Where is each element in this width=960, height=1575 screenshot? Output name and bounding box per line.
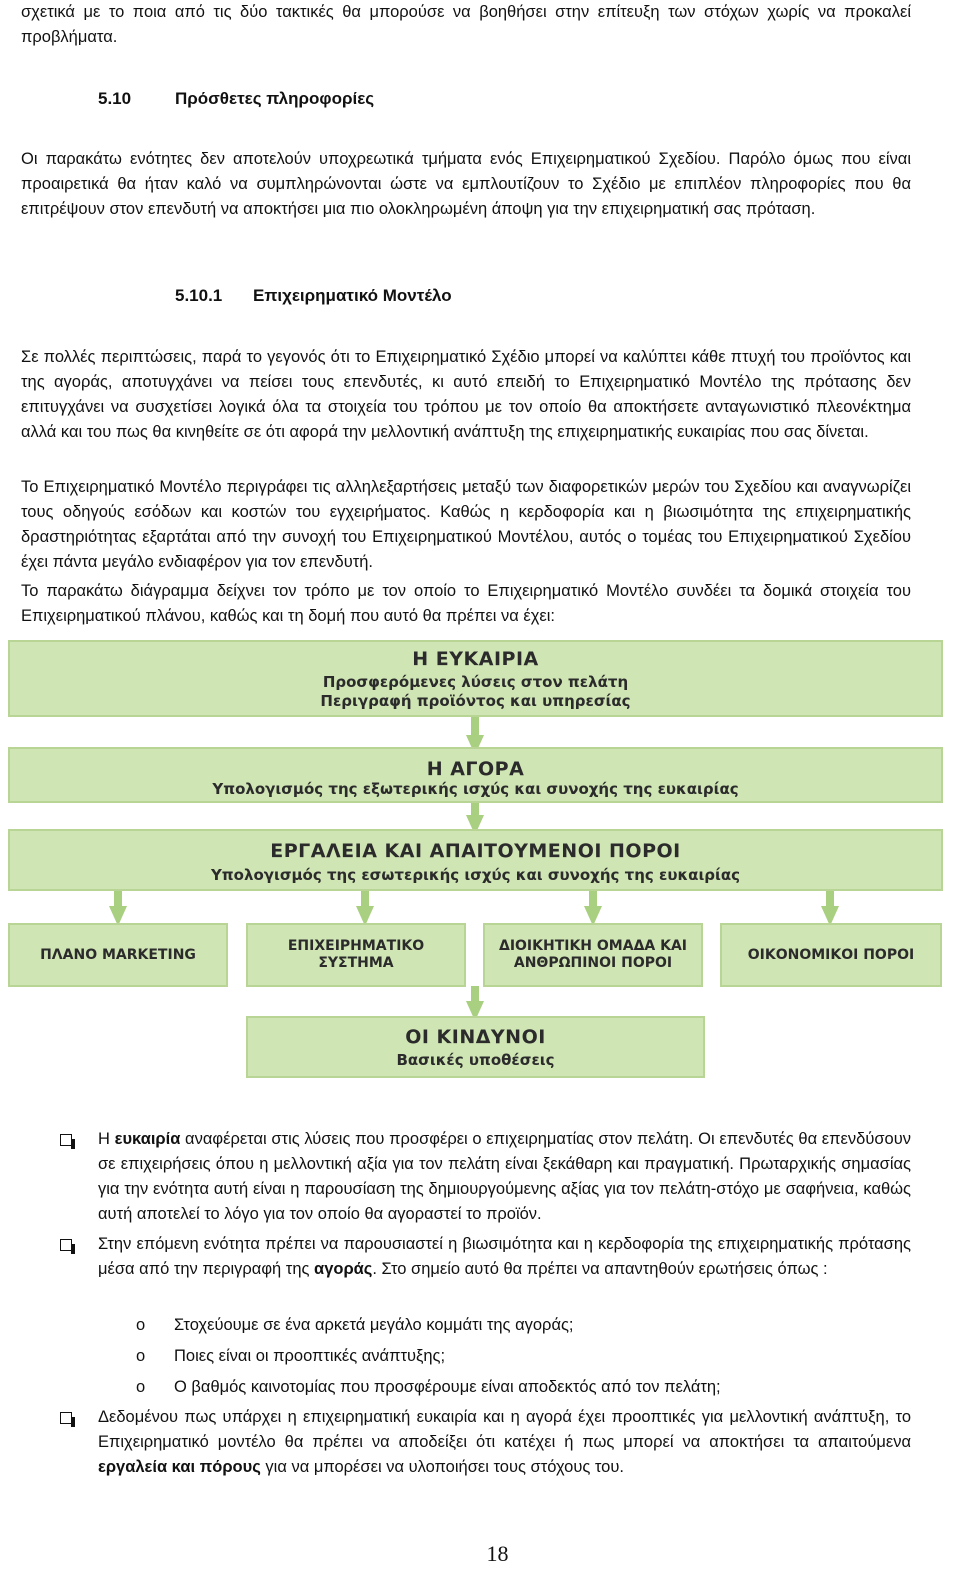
marketing-plan-box [8, 923, 228, 987]
tools-line-1: Υπολογισμός της εσωτερικής ισχύς και συνοχής της ευκαιρίας [210, 866, 741, 884]
page-number: 18 [486, 1541, 509, 1566]
bullet-icon [60, 1412, 72, 1424]
management-team-box [483, 923, 703, 987]
bullet-bold-term: ευκαιρία [114, 1130, 181, 1148]
market-box [8, 747, 943, 803]
sub-list-item [136, 1375, 721, 1400]
bullet-text: Η [98, 1130, 115, 1148]
bullet-bold-term: εργαλεία και πόρους [98, 1458, 261, 1476]
opportunity-line-2: Περιγραφή προϊόντος και υπηρεσίας [320, 692, 631, 710]
sub-list-text: Ποιες είναι οι προοπτικές ανάπτυξης; [174, 1347, 446, 1365]
sub-list-item [136, 1313, 574, 1338]
risks-line-1: Βασικές υποθέσεις [396, 1051, 555, 1069]
risks-title: ΟΙ ΚΙΝΔΥΝΟΙ [405, 1026, 546, 1048]
sub-list-marker: o [136, 1316, 146, 1334]
bullet-text: . Στο σημείο αυτό θα πρέπει να απαντηθούν ερωτήσεις όπως : [372, 1260, 828, 1278]
bullet-tools [98, 1405, 911, 1480]
management-line-1: ΔΙΟΙΚΗΤΙΚΗ ΟΜΑΔΑ ΚΑΙ [498, 938, 688, 954]
market-title: Η ΑΓΟΡΑ [426, 758, 525, 780]
bullet-market [98, 1232, 911, 1282]
management-line-2: ΑΝΘΡΩΠΙΝΟΙ ΠΟΡΟΙ [513, 955, 673, 971]
sub-list-text: Στοχεύουμε σε ένα αρκετά μεγάλο κομμάτι της αγοράς; [174, 1316, 574, 1334]
bullet-icon [60, 1239, 72, 1251]
opportunity-line-1: Προσφερόμενες λύσεις στον πελάτη [322, 673, 629, 691]
tools-resources-box [8, 829, 943, 891]
business-system-line-2: ΣΥΣΤΗΜΑ [318, 955, 394, 971]
bullet-text: για να μπορέσει να υλοποιήσει τους στόχους του. [260, 1458, 624, 1476]
market-line-1: Υπολογισμός της εξωτερικής ισχύς και συνοχής της ευκαιρίας [212, 780, 739, 798]
bullet-bold-term: αγοράς [314, 1260, 373, 1278]
financial-resources-label: ΟΙΚΟΝΟΜΙΚΟΙ ΠΟΡΟΙ [747, 946, 915, 963]
additional-info-paragraph: Οι παρακάτω ενότητες δεν αποτελούν υποχρεωτικά τμήματα ενός Επιχειρηματικού Σχεδίου. Παρόλο όμως που είναι προαιρετικά θα ήταν καλό να συμπληρώνονται ώστε να εμπλουτίζουν το Σχέδιο με επιπλέον πληροφορίες που θα επιτρέψουν στον επενδυτή να αποκτήσει μια πιο ολοκληρωμένη άποψη για την επιχειρηματική σας πρόταση. [21, 150, 911, 218]
business-model-paragraph-3: Το παρακάτω διάγραμμα δείχνει τον τρόπο με τον οποίο το Επιχειρηματικό Μοντέλο συνδέει τα δομικά στοιχεία του Επιχειρηματικού πλάνου, καθώς και τη δομή που αυτό θα πρέπει να έχει: [21, 582, 911, 625]
section-heading-5-10-1 [175, 283, 452, 308]
section-title: Πρόσθετες πληροφορίες [175, 89, 375, 108]
sub-list-marker: o [136, 1347, 146, 1365]
financial-resources-box [720, 923, 942, 987]
tools-title: ΕΡΓΑΛΕΙΑ ΚΑΙ ΑΠΑΙΤΟΥΜΕΝΟΙ ΠΟΡΟΙ [270, 840, 681, 862]
marketing-plan-label: ΠΛΑΝΟ MARKETING [40, 946, 196, 963]
section-heading-5-10 [98, 86, 374, 111]
sub-list-marker: o [136, 1378, 146, 1396]
business-system-line-1: ΕΠΙΧΕΙΡΗΜΑΤΙΚΟ [287, 938, 425, 954]
business-model-paragraph-2: Το Επιχειρηματικό Μοντέλο περιγράφει τις αλληλεξαρτήσεις μεταξύ των διαφορετικών μερών του Σχεδίου και αναγνωρίζει τους οδηγούς εσόδων και κοστών του εγχειρήματος. Καθώς η κερδοφορία και η βιωσιμότητα της επιχειρηματικής δραστηριότητας εξαρτάται από την συνοχή του Επιχειρηματικού Μοντέλου, αυτός ο τομέας του Επιχειρηματικού Σχεδίου έχει πάντα μεγάλο ενδιαφέρον για τον επενδυτή. [21, 478, 911, 571]
opportunity-box [8, 640, 943, 717]
section-number: 5.10 [98, 89, 132, 108]
bullet-icon [60, 1134, 72, 1146]
business-model-paragraph-1: Σε πολλές περιπτώσεις, παρά το γεγονός ότι το Επιχειρηματικό Σχέδιο μπορεί να καλύπτει κάθε πτυχή του προϊόντος και της αγοράς, αποτυγχάνει να πείσει τους επενδυτές, κι αυτό επειδή το Επιχειρηματικό Μοντέλο της πρότασης δεν επιτυγχάνει να συσχετίσει λογικά όλα τα στοιχεία του τρόπου με τον οποίο θα αποκτήσετε ανταγωνιστικό πλεονέκτημα αλλά και του πως θα κινηθείτε σε ότι αφορά την μελλοντική ανάπτυξη της επιχειρηματικής ευκαιρίας που σας δίνεται. [21, 348, 911, 441]
intro-paragraph: σχετικά με το ποια από τις δύο τακτικές θα μπορούσε να βοηθήσει στην επίτευξη των στόχων χωρίς να προκαλεί προβλήματα. [21, 3, 911, 46]
sub-list-item [136, 1344, 445, 1369]
bullet-text: αναφέρεται στις λύσεις που προσφέρει ο επιχειρηματίας στον πελάτη. Οι επενδυτές θα επενδύσουν σε επιχειρήσεις όπου η μελλοντική αξία για τον πελάτη είναι ξεκάθαρη και πραγματική. Πρωταρχικής σημασίας για την ενότητα αυτή είναι η παρουσίαση της δημιουργούμενης αξίας για τον πελάτη-στόχο με σαφήνεια, καθώς αυτή αποτελεί το λόγο για τον οποίο θα αγοραστεί το προϊόν. [98, 1130, 911, 1223]
opportunity-title: Η ΕΥΚΑΙΡΙΑ [412, 648, 539, 670]
bullet-opportunity [98, 1127, 911, 1227]
risks-box [246, 1016, 705, 1078]
bullet-text: Στην επόμενη ενότητα πρέπει να παρουσιαστεί η βιωσιμότητα και η κερδοφορία της επιχειρηματικής πρότασης μέσα από την περιγραφή της [98, 1235, 911, 1278]
sub-list-text: Ο βαθμός καινοτομίας που προσφέρουμε είναι αποδεκτός από τον πελάτη; [174, 1378, 721, 1396]
subsection-number: 5.10.1 [175, 286, 223, 305]
bullet-text: Δεδομένου πως υπάρχει η επιχειρηματική ευκαιρία και η αγορά έχει προοπτικές για μελλοντική ανάπτυξη, το Επιχειρηματικό μοντέλο θα πρέπει να αποδείξει ότι κατέχει ή πως μπορεί να αποκτήσει τα απαιτούμενα [98, 1408, 911, 1451]
business-system-box [246, 923, 466, 987]
subsection-title: Επιχειρηματικό Μοντέλο [253, 286, 452, 305]
